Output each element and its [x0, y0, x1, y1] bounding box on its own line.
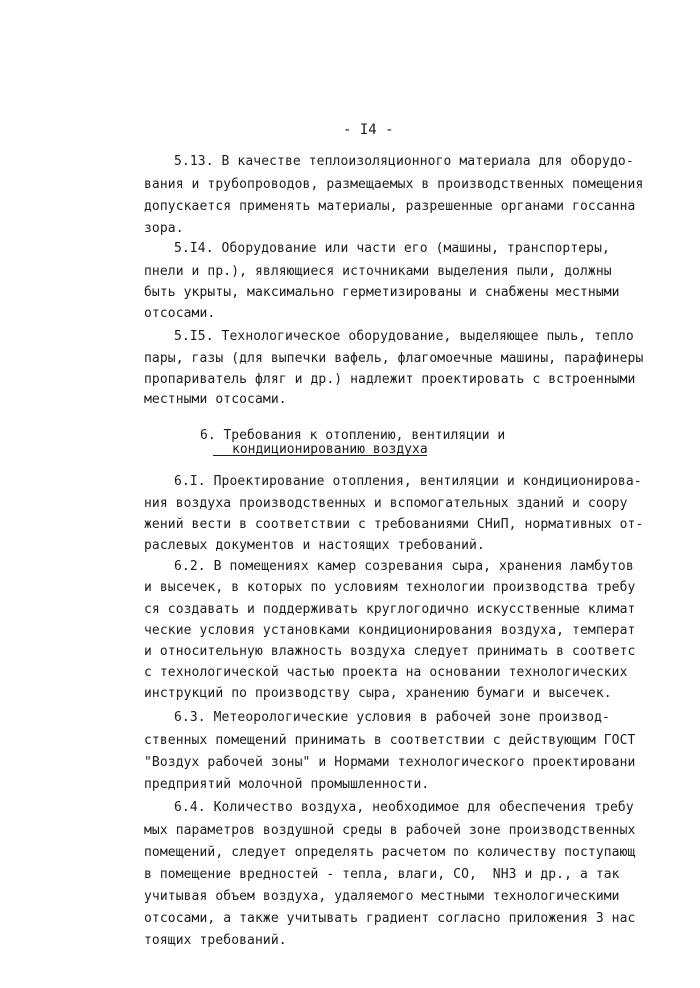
para-6-2-line-7: инструкций по производству сыра, хранению бумаги и высечек.: [144, 686, 612, 701]
para-6-1-line-1: 6.I. Проектирование отопления, вентиляции и кондиционирова-: [174, 474, 642, 489]
para-6-3-line-1: 6.3. Метеорологические условия в рабочей зоне производ-: [174, 710, 610, 725]
section-6-title-underline: [213, 455, 427, 456]
para-6-4-line-5: учитывая объем воздуха, удаляемого местными технологическими: [144, 889, 620, 904]
para-6-3-line-4: предприятий молочной промышленности.: [144, 777, 430, 792]
para-5-15-line-2: пары, газы (для выпечки вафель, флагомоечные машины, парафинеры: [144, 351, 644, 366]
para-6-2-line-5: и относительную влажность воздуха следует принимать в соответс: [144, 644, 636, 659]
para-5-14-line-2: пнели и пр.), являющиеся источниками выделения пыли, должны: [144, 264, 612, 279]
para-5-15-line-1: 5.I5. Технологическое оборудование, выделяющее пыль, тепло: [174, 329, 634, 344]
para-5-13-line-1: 5.13. В качестве теплоизоляционного материала для оборудо-: [174, 154, 634, 169]
para-6-2-line-2: и высечек, в которых по условиям технологии производства требу: [144, 580, 636, 595]
para-6-2-line-3: ся создавать и поддерживать круглогодично искусственные климат: [144, 602, 636, 617]
para-5-14-line-4: отсосами.: [144, 306, 216, 321]
section-6-title-line-1: 6. Требования к отоплению, вентиляции и: [200, 428, 506, 443]
para-6-2-line-4: ческие условия установками кондиционирования воздуха, температ: [144, 623, 636, 638]
para-5-13-line-3: допускается применять материалы, разрешенные органами госсанна: [144, 199, 636, 214]
para-6-1-line-2: ния воздуха производственных и вспомогательных зданий и соору: [144, 496, 628, 511]
para-6-4-line-7: тоящих требований.: [144, 933, 287, 948]
section-6-title-line-2: кондиционированию воздуха: [232, 442, 428, 457]
para-6-4-line-2: мых параметров воздушной среды в рабочей зоне производственных: [144, 823, 636, 838]
para-6-3-line-3: "Воздух рабочей зоны" и Нормами технологического проектировани: [144, 755, 636, 770]
para-5-15-line-3: пропариватель фляг и др.) надлежит проектировать с встроенными: [144, 372, 636, 387]
para-5-15-line-4: местными отсосами.: [144, 392, 287, 407]
para-6-2-line-1: 6.2. В помещениях камер созревания сыра, хранения ламбутов: [174, 559, 634, 574]
para-6-2-line-6: с технологической частью проекта на основании технологических: [144, 665, 628, 680]
para-6-4-line-1: 6.4. Количество воздуха, необходимое для обеспечения требу: [174, 800, 634, 815]
para-5-14-line-1: 5.I4. Оборудование или части его (машины, транспортеры,: [174, 241, 610, 256]
para-6-4-line-3: помещений, следует определять расчетом по количеству поступающ: [144, 845, 636, 860]
para-6-4-line-4: в помещение вредностей - тепла, влаги, CO, NH3 и др., а так: [144, 867, 620, 882]
para-6-1-line-4: раслевых документов и настоящих требований.: [144, 538, 485, 553]
page-number: - I4 -: [343, 122, 394, 138]
para-6-3-line-2: ственных помещений принимать в соответствии с действующим ГОСТ: [144, 733, 636, 748]
para-5-13-line-4: зора.: [144, 221, 184, 236]
para-5-13-line-2: вания и трубопроводов, размещаемых в производственных помещения: [144, 177, 644, 192]
para-5-14-line-3: быть укрыты, максимально герметизированы и снабжены местными: [144, 285, 620, 300]
para-6-4-line-6: отсосами, а также учитывать градиент согласно приложения 3 нас: [144, 911, 636, 926]
para-6-1-line-3: жений вести в соответствии с требованиями СНиП, нормативных от-: [144, 517, 644, 532]
